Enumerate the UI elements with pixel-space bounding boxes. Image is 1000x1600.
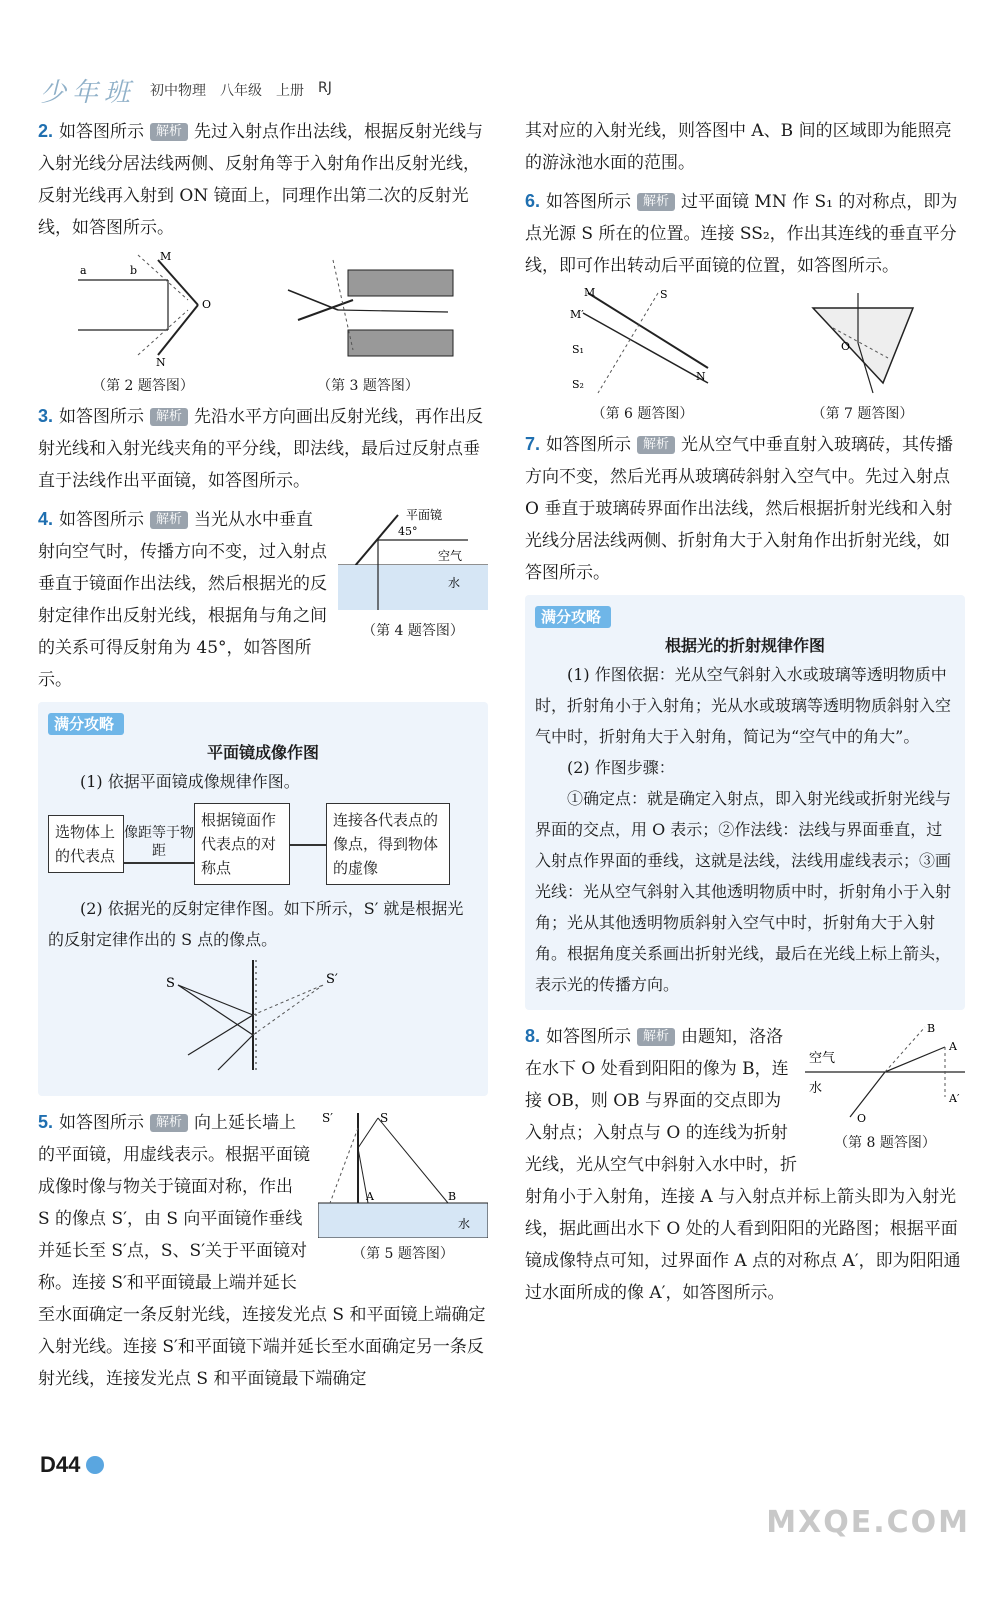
angle-label: 45°	[398, 525, 418, 538]
figure-caption: （第 8 题答图）	[834, 1135, 936, 1151]
tips-title: 根据光的折射规律作图	[664, 636, 825, 655]
answer-q6	[525, 185, 965, 282]
answer-lead: 如答图所示	[59, 122, 145, 142]
edition-label: RJ	[318, 80, 332, 96]
analysis-tag: 解析	[150, 123, 188, 141]
svg-text:M′: M′	[569, 308, 584, 321]
answer-lead: 如答图所示	[59, 1113, 145, 1133]
flow-arrow	[290, 842, 326, 846]
watermark: MXQE.COM	[766, 1505, 970, 1540]
tips-paragraph: (1) 依据平面镜成像规律作图。	[80, 772, 300, 791]
tips-paragraph: (2) 依据光的反射定律作图。如下所示，S′ 就是根据光的反射定律作出的 S 点的像点。	[48, 899, 464, 949]
book-meta	[150, 80, 332, 100]
answer-text: 过平面镜 MN 作 S₁ 的对称点，即为点光源 S 所在的位置。连接 SS₂，作出其连线的垂直平分线，即可作出转动后平面镜的位置，如答图所示。	[525, 192, 958, 276]
svg-text:N: N	[695, 370, 706, 383]
subject-label: 初中物理	[150, 83, 207, 99]
refraction-diagram-q8	[805, 1022, 965, 1127]
svg-text:A′: A′	[949, 1092, 960, 1105]
answer-lead: 如答图所示	[546, 435, 632, 455]
analysis-tag: 解析	[637, 1028, 675, 1046]
answer-text: 由题知，洛洛在水下 O 处看到阳阳的像为 B，连接 OB，则 OB 与界面的交点即为入射点；入射点与 O 的连线为折射光线，光从空气中斜射入水中时，折射角小于入射角，连接 A 与入射点并标上箭头即为入射光线，据此画出水下 O 处的人看到阳阳的光路图；根据平面镜成像特点可知，过界面作 A 点的对称点 A′，即为阳阳通过水面所成的像 A′，如答图所示。	[525, 1027, 961, 1303]
flow-arrow: 像距等于物距	[124, 824, 194, 864]
svg-text:N: N	[156, 356, 166, 369]
figure-q3	[278, 250, 458, 396]
page-dot-icon	[86, 1456, 104, 1474]
answer-text: 光从空气中垂直射入玻璃砖，其传播方向不变，然后光再从玻璃砖斜射入空气中。先过入射点 O 垂直于玻璃砖界面作出法线，然后根据折射光线和入射光线分居法线两侧、折射角大于入射角作出折射光线，如答图所示。	[525, 435, 954, 583]
brand-logo: 少年班	[40, 77, 137, 108]
answer-text: 先过入射点作出法线，根据反射光线与入射光线分居法线两侧、反射角等于入射角作出反射光线，反射光线再入射到 ON 镜面上，同理作出第二次的反射光线，如答图所示。	[38, 122, 484, 238]
tips-paragraph: (1) 作图依据：光从空气斜射入水或玻璃等透明物质中时，折射角小于入射角；光从水或玻璃等透明物质斜射入空气中时，折射角大于入射角，简记为“空气中的角大”。	[535, 665, 952, 746]
svg-text:a: a	[80, 264, 87, 277]
flow-step: 根据镜面作代表点的对称点	[194, 803, 290, 885]
figure-caption: （第 6 题答图）	[591, 406, 694, 422]
tips-box-refraction	[525, 595, 965, 1010]
figure-q2	[68, 250, 218, 396]
water-label: 水	[458, 1217, 471, 1231]
answer-lead: 如答图所示	[546, 192, 632, 212]
question-number: 7.	[525, 434, 541, 454]
question-number: 8.	[525, 1026, 541, 1046]
reflection-diagram-q3	[278, 250, 458, 370]
analysis-tag: 解析	[150, 511, 188, 529]
svg-text:S₁: S₁	[571, 343, 584, 356]
answer-q3	[38, 400, 488, 497]
figures-q6-q7	[525, 288, 965, 424]
svg-text:M: M	[160, 250, 172, 263]
mirror-rotation-diagram-q6	[568, 288, 718, 398]
volume-label: 上册	[276, 83, 305, 99]
figure-q7	[803, 288, 923, 424]
answer-text: 当光从水中垂直射向空气时，传播方向不变，过入射点垂直于镜面作出法线，然后根据光的反射定律作出反射光线，根据角与角之间的关系可得反射角为 45°，如答图所示。	[38, 510, 327, 690]
svg-text:A: A	[366, 1190, 374, 1203]
analysis-tag: 解析	[637, 193, 675, 211]
analysis-tag: 解析	[150, 408, 188, 426]
figure-caption: （第 4 题答图）	[362, 623, 464, 639]
svg-text:A: A	[949, 1040, 957, 1053]
pool-diagram-q5	[318, 1108, 488, 1238]
question-number: 2.	[38, 121, 54, 141]
water-label: 水	[809, 1081, 823, 1096]
answer-lead: 如答图所示	[59, 510, 145, 530]
svg-text:S′: S′	[322, 1111, 333, 1125]
figure-caption: （第 3 题答图）	[317, 378, 419, 394]
water-label: 水	[448, 576, 461, 590]
svg-text:M: M	[583, 288, 595, 299]
reflection-diagram-q4	[338, 505, 488, 615]
svg-text:O: O	[202, 298, 212, 311]
answer-lead: 如答图所示	[59, 407, 145, 427]
flowchart	[48, 803, 478, 885]
figure-q6	[568, 288, 718, 424]
svg-text:b: b	[130, 264, 138, 277]
analysis-tag: 解析	[637, 436, 675, 454]
svg-text:O: O	[840, 340, 850, 353]
figure-q4	[338, 505, 488, 641]
figure-q5	[318, 1108, 488, 1264]
answer-q5-continued	[525, 115, 965, 179]
flow-step: 选物体上的代表点	[48, 815, 124, 873]
svg-text:S: S	[166, 976, 175, 991]
answer-text: 其对应的入射光线，则答图中 A、B 间的区域即为能照亮的游泳池水面的范围。	[525, 121, 952, 173]
figure-q8	[805, 1022, 965, 1153]
svg-text:S: S	[380, 1111, 389, 1125]
air-label: 空气	[438, 549, 463, 563]
right-column	[525, 115, 965, 1315]
question-number: 4.	[38, 509, 54, 529]
figures-q2-q3	[38, 250, 488, 396]
figure-caption: （第 7 题答图）	[811, 406, 914, 422]
svg-text:B: B	[927, 1022, 936, 1035]
answer-text: 向上延长墙上的平面镜，用虚线表示。根据平面镜成像时像与物关于镜面对称，作出 S 的像点 S′，由 S 向平面镜作垂线并延长至 S′点，S、S′关于平面镜对称。连接 S′和平面镜最上端并延长至水面确定一条反射光线，连接发光点 S 和平面镜上端确定入射光线。连接 S′和平面镜下端并延长至水面确定另一条反射光线，连接发光点 S 和平面镜最下端确定	[38, 1113, 486, 1389]
flow-step: 连接各代表点的像点，得到物体的虚像	[326, 803, 450, 885]
tips-paragraph: (2) 作图步骤：	[567, 758, 675, 777]
figure-caption: （第 5 题答图）	[352, 1246, 454, 1262]
tips-box-plane-mirror	[38, 702, 488, 1096]
question-number: 3.	[38, 406, 54, 426]
tips-badge: 满分攻略	[48, 713, 124, 735]
glass-prism-diagram-q7	[803, 288, 923, 398]
figure-caption: （第 2 题答图）	[92, 378, 194, 394]
analysis-tag: 解析	[150, 1114, 188, 1132]
tips-badge: 满分攻略	[535, 606, 611, 628]
svg-text:O: O	[857, 1112, 867, 1125]
svg-text:S′: S′	[326, 972, 338, 987]
page-header	[40, 70, 332, 110]
answer-lead: 如答图所示	[546, 1027, 632, 1047]
answer-q8	[525, 1020, 965, 1309]
reflection-diagram-q2	[68, 250, 218, 370]
page-number	[40, 1452, 104, 1478]
answer-q2	[38, 115, 488, 244]
mirror-label: 平面镜	[406, 508, 443, 522]
svg-text:S₂: S₂	[571, 378, 584, 391]
air-label: 空气	[809, 1051, 836, 1066]
page-label: D44	[40, 1452, 81, 1477]
tips-paragraph: ①确定点：就是确定入射点，即入射光线或折射光线与界面的交点，用 O 表示；②作法线：法线与界面垂直，过入射点作界面的垂线，这就是法线，法线用虚线表示；③画光线：光从空气斜射入其他透明物质中时，折射角小于入射角；光从其他透明物质斜射入空气中时，折射角大于入射角。根据角度关系画出折射光线，最后在光线上标上箭头，表示光的传播方向。	[535, 789, 952, 994]
answer-q5	[38, 1106, 488, 1395]
answer-text: 先沿水平方向画出反射光线，再作出反射光线和入射光线夹角的平分线，即法线，最后过反射点垂直于法线作出平面镜，如答图所示。	[38, 407, 484, 491]
svg-text:B: B	[448, 1190, 457, 1203]
tips-title: 平面镜成像作图	[206, 743, 319, 762]
left-column	[38, 115, 488, 1401]
question-number: 5.	[38, 1112, 54, 1132]
mirror-image-diagram	[48, 955, 468, 1075]
answer-q4	[38, 503, 488, 696]
answer-q7	[525, 428, 965, 589]
svg-text:S: S	[659, 288, 668, 301]
grade-label: 八年级	[220, 83, 263, 99]
question-number: 6.	[525, 191, 541, 211]
